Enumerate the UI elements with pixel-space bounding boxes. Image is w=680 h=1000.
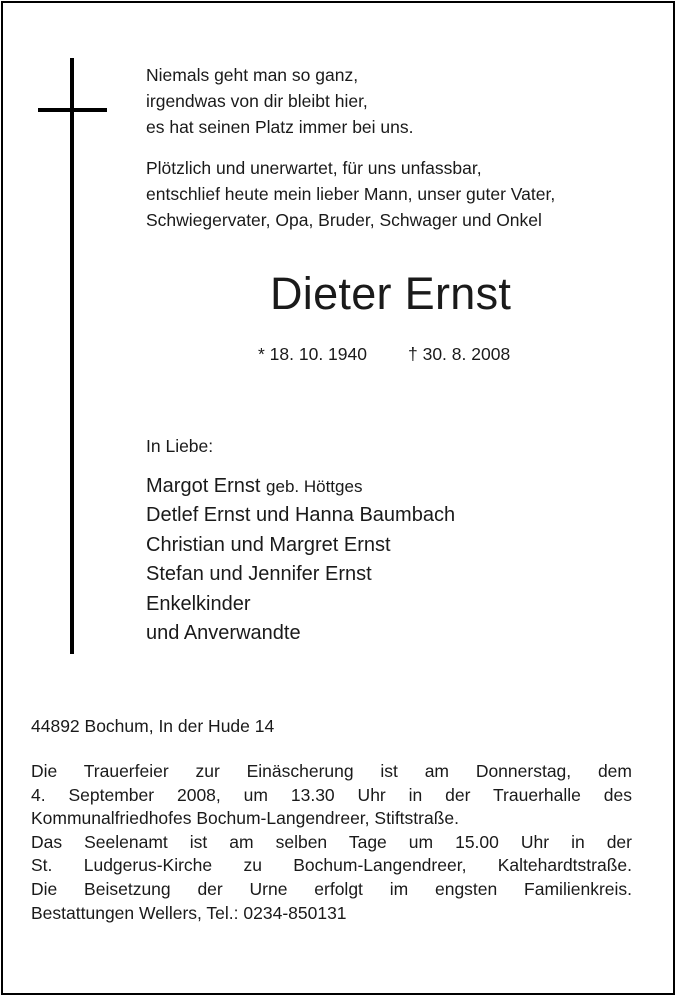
cross-horizontal-bar [38, 108, 107, 112]
poem [146, 62, 414, 140]
birth-date: * 18. 10. 1940 [258, 344, 367, 364]
mourner-entry: Stefan und Jennifer Ernst [146, 563, 372, 586]
mourner-name: Margot Ernst [146, 475, 261, 497]
notice-line: Die Beisetzung der Urne erfolgt im engsten Familienkreis. [31, 878, 632, 899]
poem-line: Niemals geht man so ganz, [146, 65, 359, 85]
funeral-notice [31, 760, 632, 925]
announcement-text [146, 155, 555, 233]
notice-line: Das Seelenamt ist am selben Tage um 15.00 Uhr in der [31, 831, 632, 852]
mourner-entry: Enkelkinder [146, 592, 251, 615]
mourner-entry: und Anverwandte [146, 622, 301, 645]
notice-line: Die Trauerfeier zur Einäscherung ist am Donnerstag, dem [31, 761, 632, 781]
mourner-entry [146, 472, 455, 501]
death-date: † 30. 8. 2008 [408, 344, 511, 364]
deceased-name: Dieter Ernst [270, 268, 512, 319]
cross-vertical-bar [70, 58, 74, 654]
notice-line: Kommunalfriedhofes Bochum-Langendreer, Stiftstraße. [31, 808, 459, 829]
announcement-line: Schwiegervater, Opa, Bruder, Schwager und Onkel [146, 210, 542, 230]
announcement-line: Plötzlich und unerwartet, für uns unfassbar, [146, 158, 482, 178]
notice-line: Bestattungen Wellers, Tel.: 0234-850131 [31, 902, 347, 923]
poem-line: es hat seinen Platz immer bei uns. [146, 117, 414, 137]
mourners-list [146, 472, 455, 648]
in-love-heading: In Liebe: [146, 436, 214, 456]
mourner-entry: Christian und Margret Ernst [146, 533, 391, 556]
notice-line: 4. September 2008, um 13.30 Uhr in der Trauerhalle des [31, 784, 632, 805]
mourner-entry: Detlef Ernst und Hanna Baumbach [146, 504, 456, 527]
maiden-name-note: geb. Höttges [266, 477, 363, 496]
announcement-line: entschlief heute mein lieber Mann, unser guter Vater, [146, 184, 556, 204]
notice-line: St. Ludgerus-Kirche zu Bochum-Langendreer, Kaltehardtstraße. [31, 855, 632, 876]
family-address: 44892 Bochum, In der Hude 14 [31, 716, 275, 736]
poem-line: irgendwas von dir bleibt hier, [146, 91, 368, 111]
